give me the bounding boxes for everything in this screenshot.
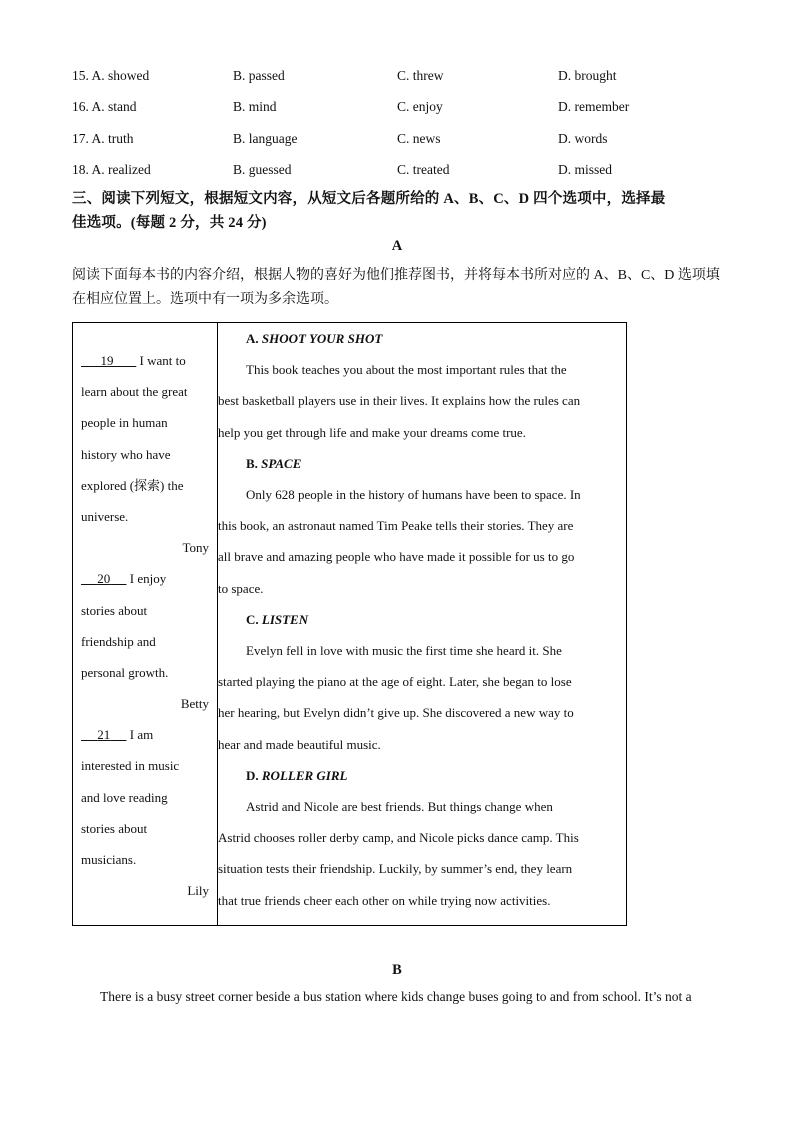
- person-line: people in human: [81, 415, 168, 431]
- option-row-18: [0, 162, 794, 182]
- option-b: B. mind: [233, 99, 277, 114]
- person-name-betty: Betty: [180, 696, 209, 712]
- option-b: B. language: [233, 131, 298, 146]
- option-row-17: [0, 131, 794, 151]
- option-a: 17. A. truth: [72, 131, 134, 146]
- part-b-first-line: There is a busy street corner beside a bus station where kids change buses going to and from school. It’s not a: [100, 989, 692, 1004]
- option-row-16: [0, 99, 794, 119]
- books-column: [218, 323, 627, 926]
- answer-blank-19[interactable]: 19: [100, 353, 114, 368]
- person-line: friendship and: [81, 633, 156, 649]
- person-line: personal growth.: [81, 664, 169, 680]
- option-b: B. guessed: [233, 162, 292, 177]
- person-line: interested in music: [81, 758, 180, 774]
- option-d: D. brought: [558, 68, 617, 83]
- section-heading: [72, 187, 722, 235]
- option-c: C. treated: [397, 162, 450, 177]
- people-column: [73, 323, 218, 926]
- matching-table: [72, 322, 627, 926]
- intro-line2: 在相应位置上。选项中有一项为多余选项。: [72, 292, 338, 307]
- person-line: explored (探索) the: [81, 477, 184, 493]
- option-c: C. news: [397, 131, 441, 146]
- book-a-text: This book teaches you about the most important rules that the best basketball players use in their lives. It explains how the rules can help you get through life and make your dreams come true.: [218, 362, 581, 440]
- intro-line1: 阅读下面每本书的内容介绍，根据人物的喜好为他们推荐图书，并将每本书所对应的 A、B、C、D 选项填: [72, 268, 720, 283]
- option-a: 16. A. stand: [72, 99, 137, 114]
- book-c-title: C. LISTEN: [246, 611, 309, 627]
- option-d: D. missed: [558, 162, 612, 177]
- option-c: C. enjoy: [397, 99, 443, 114]
- section-heading-line2: 佳选项。(每题 2 分，共 24 分): [72, 215, 267, 231]
- option-a: 15. A. showed: [72, 68, 150, 83]
- person-line: and love reading: [81, 789, 168, 805]
- person-line: 21 I am: [97, 727, 154, 743]
- option-d: D. words: [558, 131, 608, 146]
- book-b-text: Only 628 people in the history of humans have been to space. In this book, an astronaut named Tim Peake tells their stories. They are all brave and amazing people who have made it possible for us to go to space.: [218, 487, 581, 596]
- book-b-title: B. SPACE: [246, 455, 302, 471]
- option-a: 18. A. realized: [72, 162, 151, 177]
- option-d: D. remember: [558, 99, 630, 114]
- part-b-label: B: [392, 962, 402, 978]
- book-c-text: Evelyn fell in love with music the first time she heard it. She started playing the piano at the age of eight. Later, she began to lose her hearing, but Evelyn didn’t give up. She discovered a new way to hear and made beautiful music.: [218, 643, 574, 752]
- answer-blank-20[interactable]: 20: [97, 571, 111, 587]
- option-c: C. threw: [397, 68, 444, 83]
- part-a-intro: [72, 264, 722, 312]
- person-line: stories about: [81, 602, 148, 618]
- person-line: universe.: [81, 508, 129, 524]
- person-line: learn about the great: [81, 384, 188, 400]
- person-line: history who have: [81, 446, 171, 462]
- answer-blank-21[interactable]: 21: [97, 727, 111, 743]
- section-heading-line1: 三、阅读下列短文，根据短文内容，从短文后各题所给的 A、B、C、D 四个选项中，选择最: [72, 191, 666, 207]
- person-name-lily: Lily: [187, 883, 209, 899]
- person-line: stories about: [81, 820, 148, 836]
- person-line: 20 I enjoy: [97, 571, 167, 587]
- option-b: B. passed: [233, 68, 285, 83]
- person-name-tony: Tony: [182, 540, 209, 556]
- book-d-text: Astrid and Nicole are best friends. But things change when Astrid chooses roller derby camp, and Nicole picks dance camp. This situation tests their friendship. Luckily, by summer’s end, they learn that true friends cheer each other on while trying now activities.: [218, 799, 579, 908]
- part-a-label: A: [391, 238, 403, 254]
- option-row-15: [0, 68, 794, 88]
- person-line: 19 I want to: [100, 353, 186, 368]
- book-a-title: A. SHOOT YOUR SHOT: [246, 331, 383, 346]
- person-line: musicians.: [81, 852, 137, 867]
- book-d-title: D. ROLLER GIRL: [246, 767, 348, 783]
